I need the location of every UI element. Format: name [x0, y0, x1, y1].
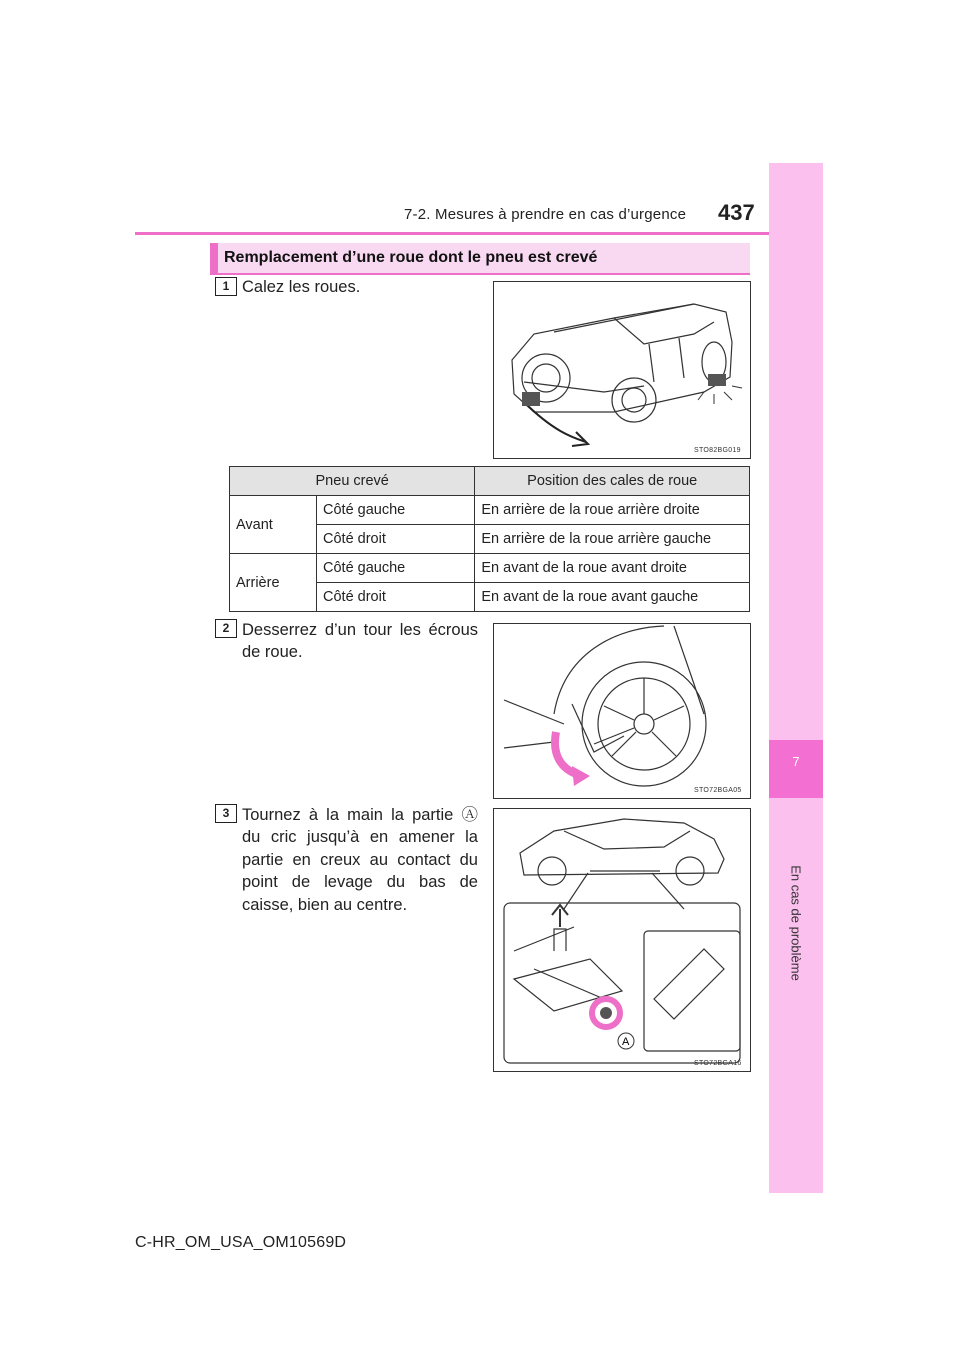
figure-wheel-chocks — [493, 281, 751, 459]
section-heading-bar — [210, 243, 218, 273]
car-chocks-illustration — [494, 282, 750, 458]
chock-position-table — [229, 466, 750, 612]
jack-illustration — [494, 809, 750, 1071]
cell-position: En avant de la roue avant droite — [475, 554, 750, 583]
header-flat-tire: Pneu crevé — [230, 467, 475, 496]
cell-side: Côté droit — [317, 583, 475, 612]
running-header: 7-2. Mesures à prendre en cas d’urgence — [404, 206, 687, 223]
figure-code: STO82BG019 — [694, 447, 741, 454]
chapter-label — [771, 823, 821, 1023]
section-heading — [210, 243, 750, 275]
chapter-tab — [769, 163, 823, 1193]
cell-position: En avant de la roue avant gauche — [475, 583, 750, 612]
cell-side: Côté droit — [317, 525, 475, 554]
page-number: 437 — [718, 200, 755, 225]
document-code: C-HR_OM_USA_OM10569D — [135, 1234, 347, 1251]
cell-position: En arrière de la roue arrière droite — [475, 496, 750, 525]
figure-loosen-nuts — [493, 623, 751, 799]
header-rule — [135, 232, 821, 235]
table-header-row — [230, 467, 750, 496]
wheel-wrench-illustration — [494, 624, 750, 798]
cell-side: Côté gauche — [317, 554, 475, 583]
header-chock-position: Position des cales de roue — [475, 467, 750, 496]
step-2-number: 2 — [215, 619, 237, 638]
cell-side: Côté gauche — [317, 496, 475, 525]
step-1-number: 1 — [215, 277, 237, 296]
step-2-text: Desserrez d’un tour les écrous de roue. — [242, 621, 478, 662]
group-label-rear: Arrière — [230, 554, 317, 612]
cell-position: En arrière de la roue arrière gauche — [475, 525, 750, 554]
chapter-label-text: En cas de problème — [788, 865, 804, 981]
section-heading-text: Remplacement d’une roue dont le pneu est crevé — [224, 249, 598, 266]
figure-code: STO72BGA16 — [694, 1060, 742, 1067]
group-label-front: Avant — [230, 496, 317, 554]
table-row — [230, 496, 750, 525]
table-row — [230, 554, 750, 583]
step-1-text: Calez les roues. — [242, 278, 361, 296]
chapter-tab-highlight — [769, 740, 823, 798]
callout-a-label: A — [622, 1036, 630, 1048]
step-3-number: 3 — [215, 804, 237, 823]
figure-jack-position — [493, 808, 751, 1072]
chapter-number: 7 — [792, 754, 800, 769]
step-3-text: Tournez à la main la partie Ⓐ du cric jusqu’à en amener la partie en creux au contact du point de levage du bas de caisse, bien au centre. — [242, 806, 478, 914]
figure-code: STO72BGA05 — [694, 787, 742, 794]
